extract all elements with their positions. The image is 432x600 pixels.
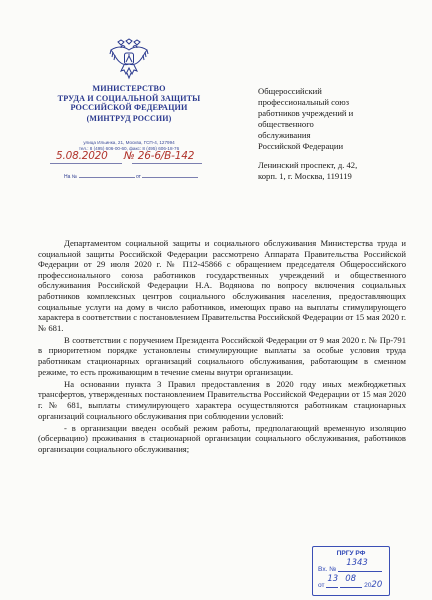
reply-from-label: от <box>135 174 141 180</box>
ministry-name-line-1: МИНИСТЕРСТВО <box>92 84 166 93</box>
recipient-address-line-2: корп. 1, г. Москва, 119119 <box>258 171 352 181</box>
ministry-address: улица Ильинка, 21, Москва, ГСП-4, 127994 <box>83 139 175 145</box>
recipient-block <box>258 86 408 182</box>
date-underline <box>50 163 122 164</box>
ministry-phones: тел.: 8 (495) 606-00-60, факс: 8 (495) 606-18-76 <box>78 146 180 152</box>
body-paragraph-3: На основании пункта 3 Правил предоставления в 2020 году иных межбюджетных трансфертов, утвержденных постановлением Правительства Российской Федерации от 15 мая 2020 г. № 681, выплаты стимулирующего характера осуществляются работникам стационарных организаций социального обслуживания при соблюдении условий: <box>38 378 406 421</box>
stamp-in-row <box>318 558 382 573</box>
recipient-org-line-5: обслуживания <box>258 130 311 140</box>
body-paragraph-2: В соответствии с поручением Президента Российской Федерации от 9 мая 2020 г. № Пр-791 в приоритетном порядке установлены стимулирующие выплаты за особые условия труда работникам стационарных организаций социального обслуживания, работающим в сменном режиме, то есть проживающим в течение смены внутри организации. <box>38 334 406 377</box>
letter-body <box>38 238 406 456</box>
recipient-address-line-1: Ленинский проспект, д. 42, <box>258 160 358 170</box>
body-paragraph-4: - в организации введен особый режим работы, предполагающий временную изоляцию (обсервацию) проживания в стационарной организации социального обслуживания, работников организации социального обслуживания; <box>38 422 406 454</box>
stamp-title: ПРГУ РФ <box>336 550 366 557</box>
registration-number: № 26-6/В-142 <box>123 150 195 162</box>
state-emblem-icon <box>107 38 151 80</box>
recipient-org-line-3: работников учреждений и <box>258 108 354 118</box>
number-underline <box>132 163 202 164</box>
body-paragraph-1: Департаментом социальной защиты и социального обслуживания Министерства труда и социальной защиты Российской Федерации рассмотрено Аппарата Правительства Российской Федерации от 29 июля 2020 г. № П12-45866 с обращением председателя Общероссийского профессионального союза работников государственных учреждений и общественного обслуживания Российской Федерации Н.А. Водянова по вопросу включения социальных работников комплексных центров социального обслуживания населения, предоставляющих социальные услуги на дому в число работников, имеющих право на выплаты стимулирующего характера в соответствии с постановлением Правительства Российской Федерации от 15 мая 2020 г. № 681. <box>38 238 406 333</box>
ministry-name-line-3: РОССИЙСКОЙ ФЕДЕРАЦИИ <box>70 103 188 113</box>
ministry-header <box>34 0 224 153</box>
stamp-date-row <box>318 574 383 590</box>
registration-date-number <box>56 150 194 162</box>
stamp-date-month: 08 <box>345 574 357 584</box>
ministry-short-name: (МИНТРУД РОССИИ) <box>86 113 172 123</box>
registration-date: 5.08.2020 <box>56 150 108 162</box>
recipient-org-line-6: Российской Федерации <box>258 141 344 151</box>
reply-no-label: На № <box>64 174 78 180</box>
recipient-org-line-2: профессиональный союз <box>258 97 350 107</box>
reply-reference <box>64 174 198 180</box>
recipient-org-line-1: Общероссийский <box>258 86 322 96</box>
stamp-date-label: от <box>318 582 325 589</box>
stamp-date-day: 13 <box>327 574 339 584</box>
ministry-name-line-2: ТРУДА И СОЦИАЛЬНОЙ ЗАЩИТЫ <box>57 93 201 103</box>
incoming-stamp <box>312 546 390 596</box>
stamp-in-label: Вх. № <box>318 566 337 573</box>
stamp-in-number: 1343 <box>346 558 368 568</box>
stamp-date-year-prefix: 20 <box>364 582 372 589</box>
stamp-date-year: 20 <box>371 580 383 590</box>
recipient-org-line-4: общественного <box>258 119 314 129</box>
